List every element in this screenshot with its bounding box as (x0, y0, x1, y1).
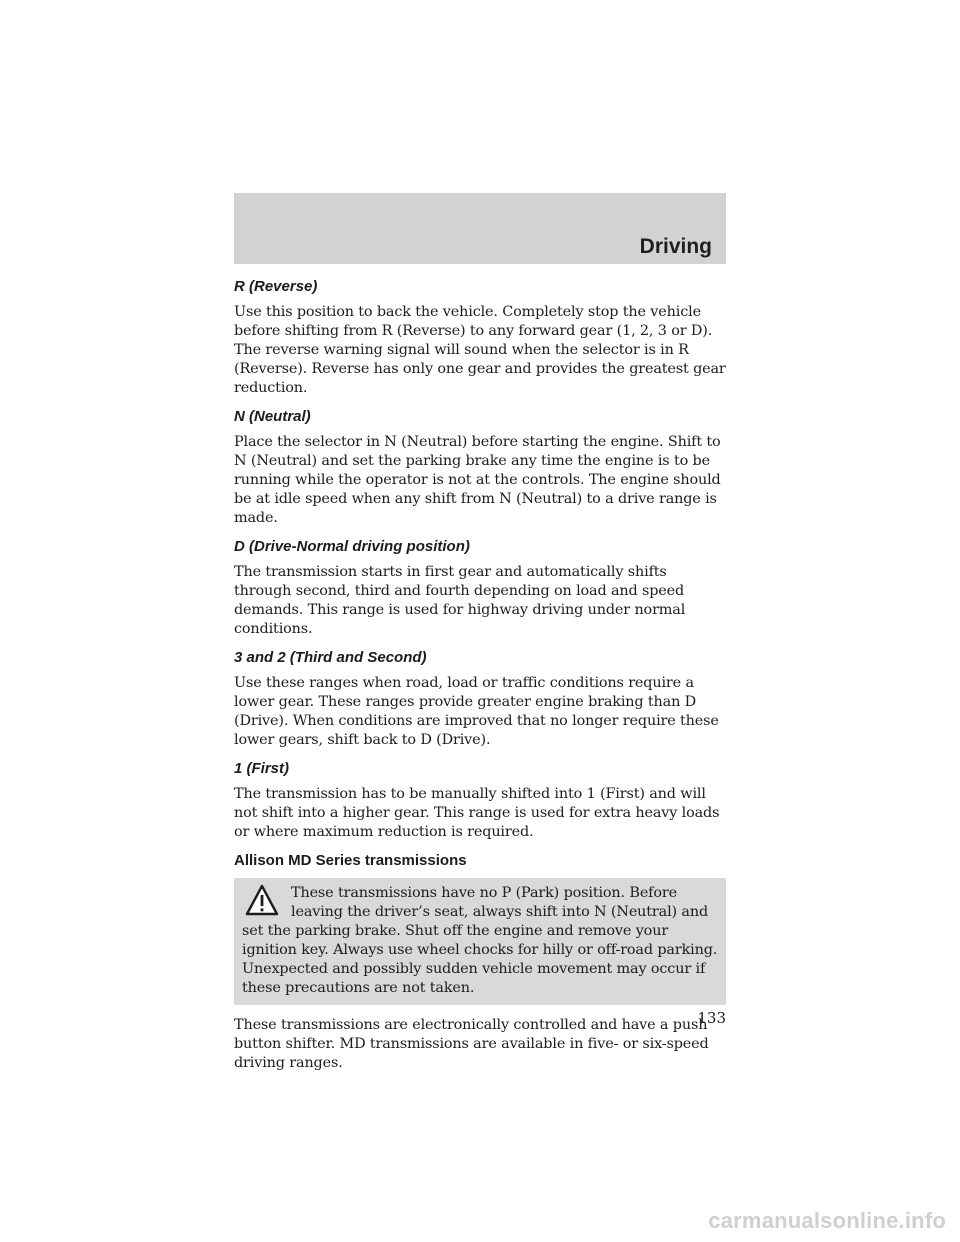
drive-text: The transmission starts in first gear and automatically shifts through second, third and fourth depending on load and speed demands. This range is used for highway driving under normal conditions. (234, 564, 686, 637)
warning-box (234, 878, 726, 1005)
warning-text: These transmissions have no P (Park) position. Before leaving the driver’s seat, always shift into N (Neutral) and set the parking brake. Shut off the engine and remove your ignition key. Always use wheel chocks for hilly or off-road parking. Unexpected and possibly sudden vehicle movement may occur if these precautions are not taken. (242, 885, 718, 996)
page-number: 133 (697, 1009, 726, 1027)
watermark: carmanualsonline.info (708, 1208, 946, 1233)
header-band (234, 193, 726, 264)
third-second-heading: 3 and 2 (Third and Second) (234, 649, 427, 666)
first-text: The transmission has to be manually shifted into 1 (First) and will not shift into a higher gear. This range is used for extra heavy loads or where maximum reduction is required. (234, 786, 720, 840)
page-section-title: Driving (639, 235, 712, 258)
page-content (234, 278, 726, 1083)
neutral-heading: N (Neutral) (234, 408, 311, 425)
allison-heading: Allison MD Series transmissions (234, 852, 467, 869)
allison-text: These transmissions are electronically controlled and have a push button shifter. MD transmissions are available in five- or six-speed driving ranges. (234, 1017, 709, 1071)
first-heading: 1 (First) (234, 760, 290, 777)
warning-triangle-icon (245, 884, 279, 918)
third-second-text: Use these ranges when road, load or traffic conditions require a lower gear. These ranges provide greater engine braking than D (Drive). When conditions are improved that no longer require these lower gears, shift back to D (Drive). (234, 675, 719, 748)
reverse-text: Use this position to back the vehicle. Completely stop the vehicle before shifting from R (Reverse) to any forward gear (1, 2, 3 or D). The reverse warning signal will sound when the selector is in R (Reverse). Reverse has only one gear and provides the greatest gear reduction. (234, 304, 726, 396)
drive-heading: D (Drive-Normal driving position) (234, 538, 470, 555)
neutral-text: Place the selector in N (Neutral) before starting the engine. Shift to N (Neutral) and set the parking brake any time the engine is to be running while the operator is not at the controls. The engine should be at idle speed when any shift from N (Neutral) to a drive range is made. (234, 434, 721, 526)
reverse-heading: R (Reverse) (234, 278, 318, 295)
